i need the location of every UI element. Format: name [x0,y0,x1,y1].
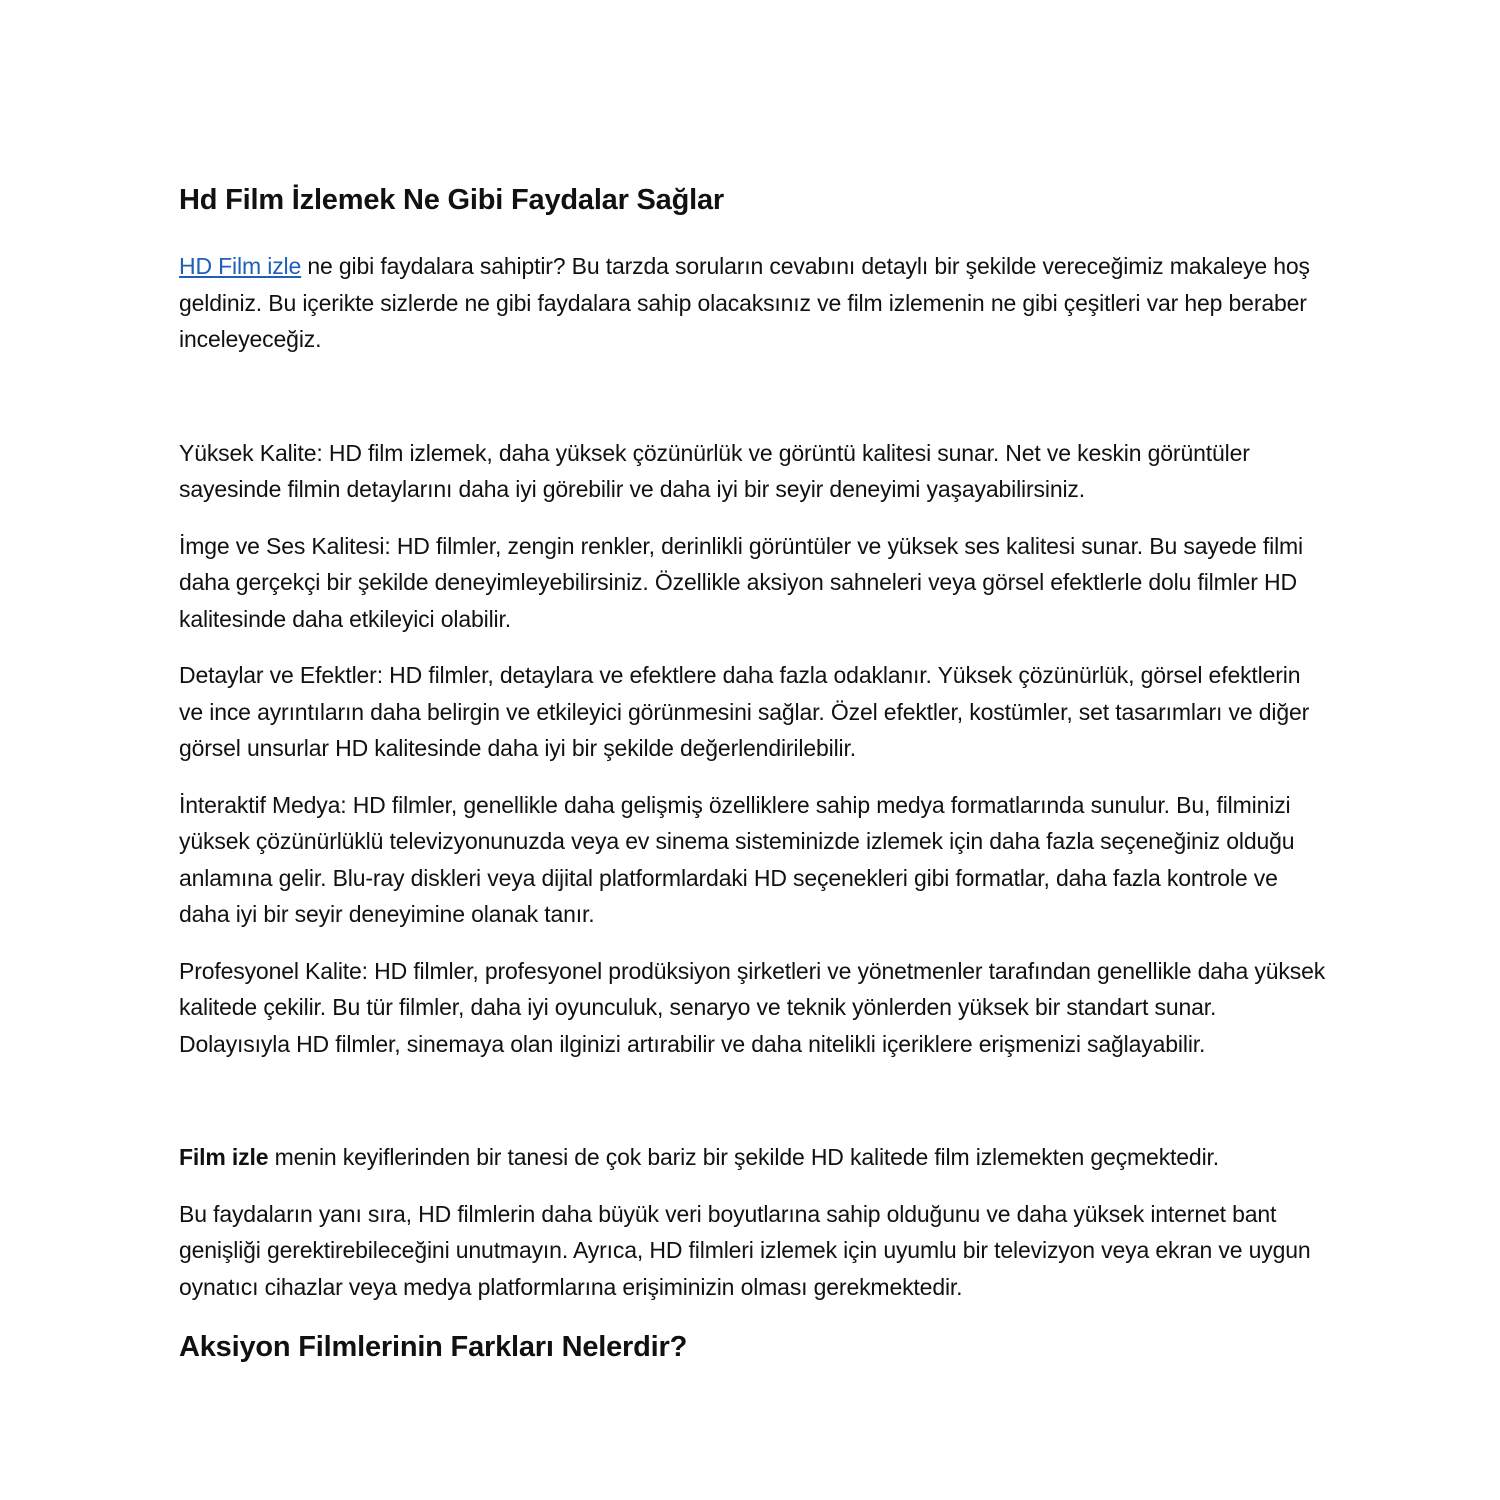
intro-text: ne gibi faydalara sahiptir? Bu tarzda soruların cevabını detaylı bir şekilde vereceğimiz makaleye hoş geldiniz. Bu içerikte sizlerde ne gibi faydalara sahip olacaksınız ve film izlemenin ne gibi çeşitleri var hep beraber inceleyeceğiz. [179,253,1310,352]
benefit-paragraph-interactive-media: İnteraktif Medya: HD filmler, genellikle daha gelişmiş özelliklere sahip medya formatlarında sunulur. Bu, filminizi yüksek çözünürlüklü televizyonunuzda veya ev sinema sisteminizde izlemek için daha fazla seçeneğiniz olduğu anlamına gelir. Blu-ray diskleri veya dijital platformlardaki HD seçenekleri gibi formatlar, daha fazla kontrole ve daha iyi bir seyir deneyimine olanak tanır. [179,791,1295,927]
hd-film-izle-link[interactable]: HD Film izle [179,253,302,279]
document-page [179,178,1329,1369]
intro-paragraph [179,248,1329,358]
blank-line [179,378,1329,435]
film-izle-bold: Film izle [179,1144,269,1170]
benefit-paragraph-details-effects: Detaylar ve Efektler: HD filmler, detaylara ve efektlere daha fazla odaklanır. Yüksek çözünürlük, görsel efektlerin ve ince ayrıntıların daha belirgin ve etkileyici görünmesini sağlar. Özel efektler, kostümler, set tasarımları ve diğer görsel unsurlar HD kalitesinde daha iyi bir şekilde değerlendirilebilir. [179,662,1310,761]
film-izle-paragraph [179,1139,1329,1176]
section-heading: Aksiyon Filmlerinin Farkları Nelerdir? [179,1331,688,1363]
closing-paragraph: Bu faydaların yanı sıra, HD filmlerin daha büyük veri boyutlarına sahip olduğunu ve daha yüksek internet bant genişliği gerektirebileceğini unutmayın. Ayrıca, HD filmleri izlemek için uyumlu bir televizyon veya ekran ve uygun oynatıcı cihazlar veya medya platformlarına erişiminizin olması gerekmektedir. [179,1200,1311,1300]
film-izle-text: menin keyiflerinden bir tanesi de çok bariz bir şekilde HD kalitede film izlemekten geçmektedir. [268,1144,1220,1170]
benefit-paragraph-image-sound: İmge ve Ses Kalitesi: HD filmler, zengin renkler, derinlikli görüntüler ve yüksek ses kalitesi sunar. Bu sayede filmi daha gerçekçi bir şekilde deneyimleyebilirsiniz. Özellikle aksiyon sahneleri veya görsel efektlerle dolu filmler HD kalitesinde daha etkileyici olabilir. [179,532,1303,632]
benefit-paragraph-professional-quality: Profesyonel Kalite: HD filmler, profesyonel prodüksiyon şirketleri ve yönetmenler tarafından genellikle daha yüksek kalitede çekilir. Bu tür filmler, daha iyi oyunculuk, senaryo ve teknik yönlerden yüksek bir standart sunar. Dolayısıyla HD filmler, sinemaya olan ilginizi artırabilir ve daha nitelikli içeriklere erişmenizi sağlayabilir. [179,957,1326,1057]
page-title: Hd Film İzlemek Ne Gibi Faydalar Sağlar [179,184,724,216]
blank-line [179,1082,1329,1139]
benefit-paragraph-high-quality: Yüksek Kalite: HD film izlemek, daha yüksek çözünürlük ve görüntü kalitesi sunar. Net ve keskin görüntüler sayesinde filmin detaylarını daha iyi görebilir ve daha iyi bir seyir deneyimi yaşayabilirsiniz. [179,439,1250,502]
